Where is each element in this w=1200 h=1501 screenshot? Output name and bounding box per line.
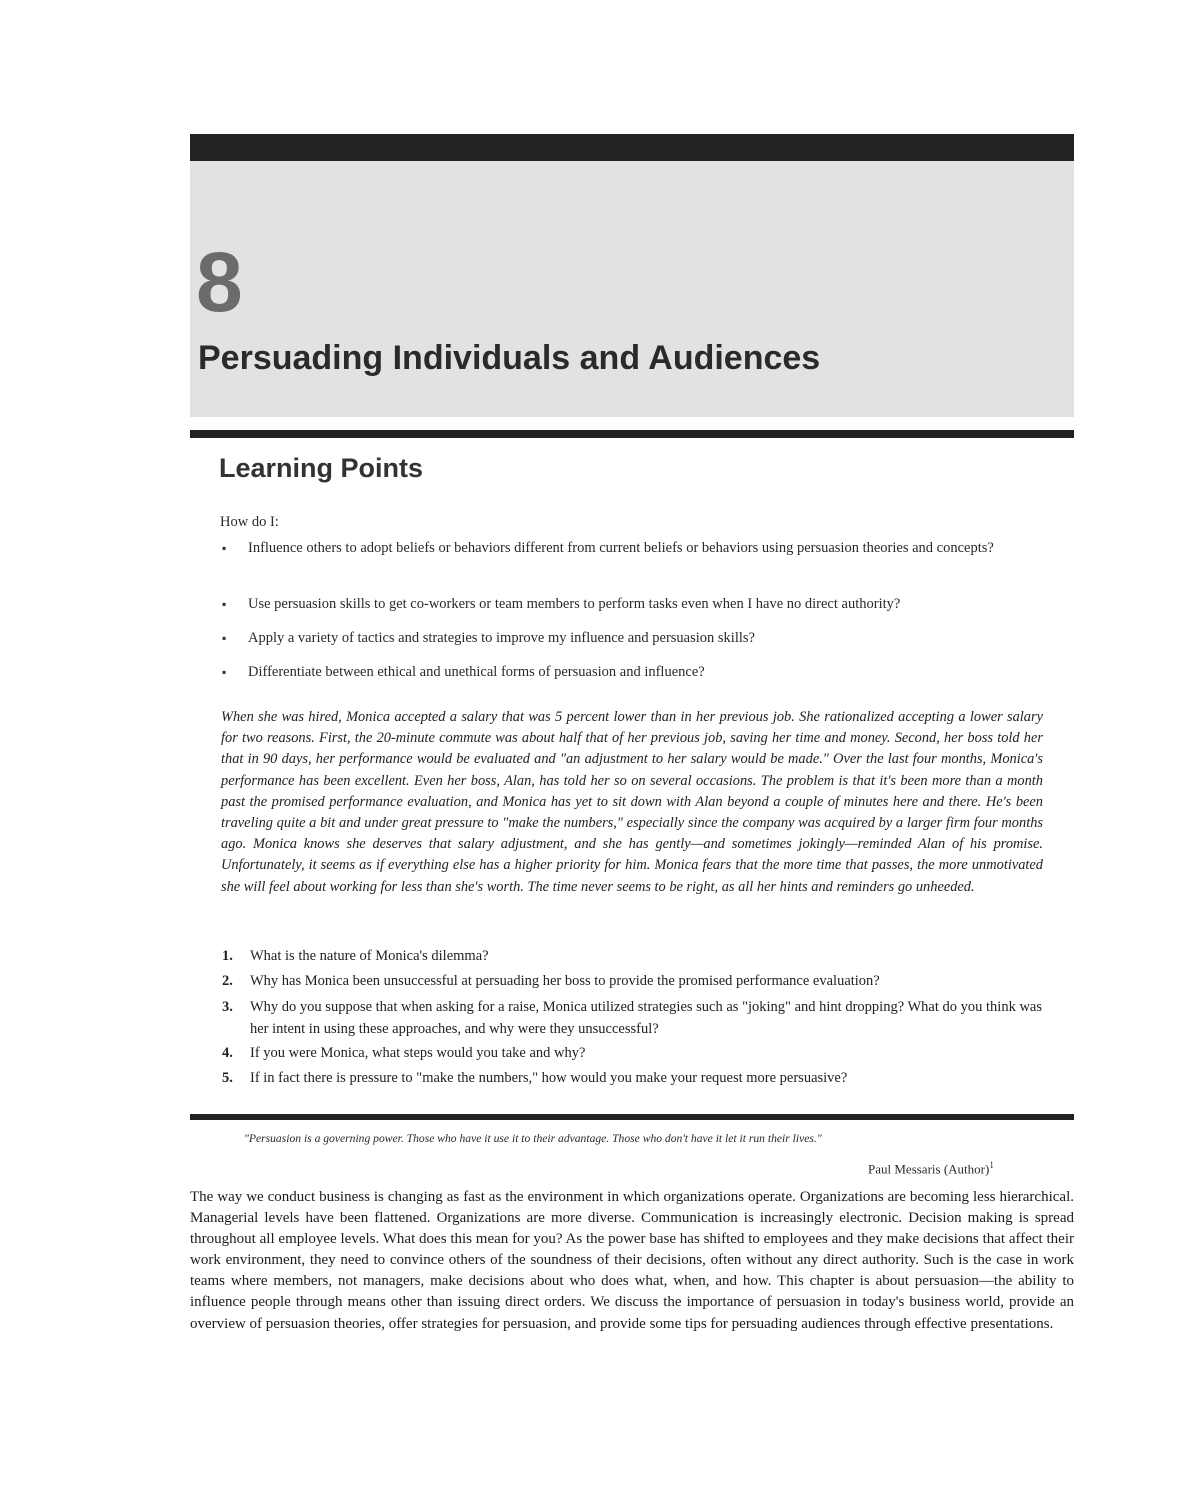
epigraph-author: Paul Messaris (Author) [868,1161,990,1177]
question-number: 3. [222,999,233,1015]
discussion-question [222,946,1052,968]
question-text: Why do you suppose that when asking for a raise, Monica utilized strategies such as "joking" and hint dropping? What do you think was her intent in using these approaches, and why were they unsuccessful? [250,999,1042,1037]
discussion-question [222,1068,1052,1090]
discussion-question [222,971,1052,993]
epigraph-quote: "Persuasion is a governing power. Those who have it use it to their advantage. Those who don't have it let it run their lives." [244,1132,822,1145]
learning-points-intro: How do I: [220,514,279,530]
chapter-header-bar [190,134,1074,161]
learning-point-text: Influence others to adopt beliefs or behaviors different from current beliefs or behaviors using persuasion theories and concepts? [248,540,994,556]
learning-point-item [222,662,1052,683]
question-number: 4. [222,1045,233,1061]
bullet-icon: ▪ [222,631,227,645]
question-number: 2. [222,973,233,989]
learning-point-text: Apply a variety of tactics and strategies to improve my influence and persuasion skills? [248,630,755,646]
body-paragraph: The way we conduct business is changing as fast as the environment in which organizations operate. Organizations are becoming less hierarchical. Managerial levels have been flattened. Organizations are more diverse. Communication is increasingly electronic. Decision making is spread throughout all employee levels. What does this mean for you? As the power base has shifted to employees and they make decisions that affect their work environment, they need to convince others of the soundness of their decisions, often without any direct authority. Such is the case in work teams where members, not managers, make decisions about who does what, when, and how. This chapter is about persuasion—the ability to influence people through means other than issuing direct orders. We discuss the importance of persuasion in today's business world, provide an overview of persuasion theories, offer strategies for persuasion, and provide some tips for persuading audiences through effective presentations. [190,1189,1074,1332]
epigraph-attribution [868,1156,994,1178]
question-text: If in fact there is pressure to "make the numbers," how would you make your request more persuasive? [250,1070,848,1086]
section-divider [190,1114,1074,1120]
learning-point-item [222,594,1052,615]
learning-point-text: Differentiate between ethical and unethical forms of persuasion and influence? [248,664,705,680]
question-text: Why has Monica been unsuccessful at persuading her boss to provide the promised performance evaluation? [250,973,880,989]
discussion-question [222,997,1052,1040]
chapter-number: 8 [196,235,243,329]
learning-point-text: Use persuasion skills to get co-workers or team members to perform tasks even when I have no direct authority? [248,596,901,612]
question-text: What is the nature of Monica's dilemma? [250,948,489,964]
question-number: 5. [222,1070,233,1086]
discussion-question [222,1043,1052,1065]
case-study-text: When she was hired, Monica accepted a salary that was 5 percent lower than in her previous job. She rationalized accepting a lower salary for two reasons. First, the 20-minute commute was about half that of her previous job, saving her time and money. Second, her boss told her that in 90 days, her performance would be evaluated and "an adjustment to her salary would be made." Over the last four months, Monica's performance has been excellent. Even her boss, Alan, has told her so on several occasions. The problem is that it's been more than a month past the promised performance evaluation, and Monica has yet to sit down with Alan beyond a couple of minutes here and there. He's been traveling quite a bit and under great pressure to "make the numbers," especially since the company was acquired by a larger firm four months ago. Monica knows she deserves that salary adjustment, and she has gently—and sometimes jokingly—reminded Alan of his promise. Unfortunately, it seems as if everything else has a higher priority for him. Monica fears that the more time that passes, the more unmotivated she will feel about working for less than she's worth. The time never seems to be right, as all her hints and reminders go unheeded. [221,709,1043,895]
section-divider [190,430,1074,438]
chapter-title: Persuading Individuals and Audiences [198,339,821,377]
learning-point-item [222,628,1052,649]
question-number: 1. [222,948,233,964]
learning-points-heading: Learning Points [219,453,424,483]
bullet-icon: ▪ [222,665,227,679]
bullet-icon: ▪ [222,541,227,555]
footnote-marker: 1 [989,1160,994,1170]
bullet-icon: ▪ [222,597,227,611]
question-text: If you were Monica, what steps would you take and why? [250,1045,586,1061]
learning-point-item [222,538,1052,559]
